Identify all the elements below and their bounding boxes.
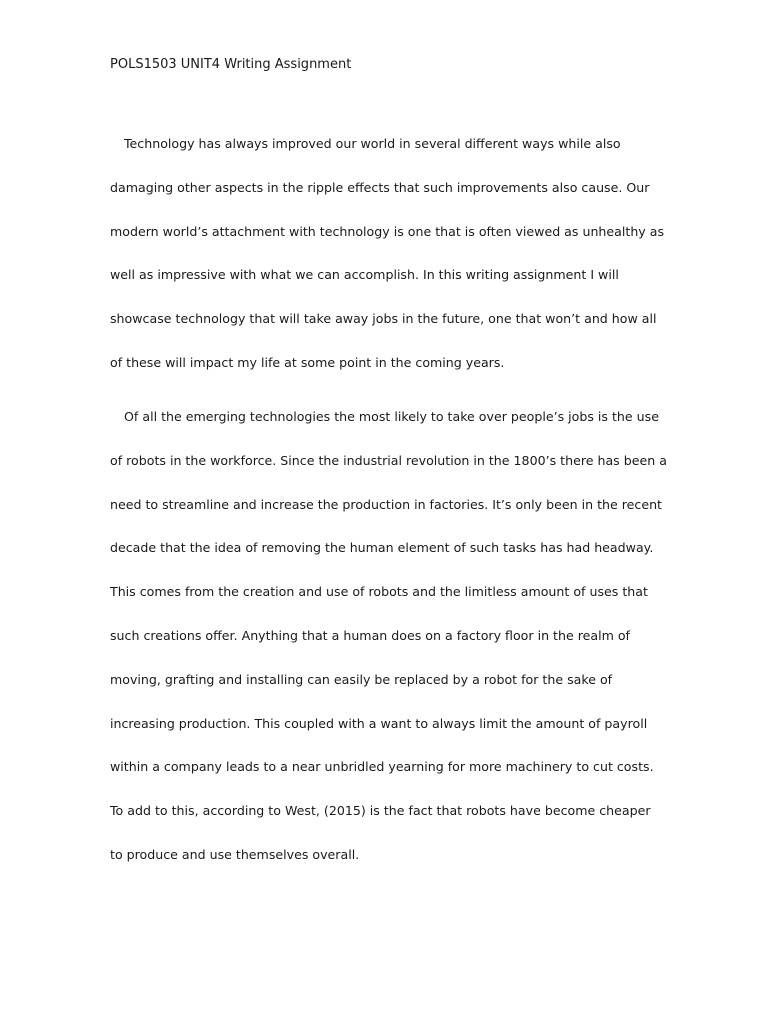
paragraph-line: increasing production. This coupled with a want to always limit the amount of payroll	[110, 715, 648, 731]
paragraph-line: within a company leads to a near unbridled yearning for more machinery to cut costs.	[110, 759, 654, 775]
paragraph-line: to produce and use themselves overall.	[110, 846, 360, 862]
paragraph-line: damaging other aspects in the ripple effects that such improvements also cause. Our	[110, 179, 650, 195]
paragraph-line: need to streamline and increase the production in factories. It’s only been in the recent	[110, 496, 662, 512]
paragraph-line: such creations offer. Anything that a human does on a factory floor in the realm of	[110, 627, 630, 643]
paragraph-line: of robots in the workforce. Since the industrial revolution in the 1800’s there has been a	[110, 452, 667, 468]
document-header: POLS1503 UNIT4 Writing Assignment	[110, 57, 352, 72]
paragraph-line: This comes from the creation and use of robots and the limitless amount of uses that	[110, 584, 648, 600]
paragraph-line: decade that the idea of removing the human element of such tasks has had headway.	[110, 540, 654, 556]
paragraph-line: Of all the emerging technologies the most likely to take over people’s jobs is the use	[124, 409, 659, 424]
paragraph-line: well as impressive with what we can accomplish. In this writing assignment I will	[110, 267, 619, 283]
paragraph-2	[110, 408, 670, 890]
paragraph-1	[110, 135, 670, 398]
paragraph-line: To add to this, according to West, (2015) is the fact that robots have become cheaper	[110, 803, 651, 819]
paragraph-line: moving, grafting and installing can easily be replaced by a robot for the sake of	[110, 671, 613, 687]
paragraph-line: of these will impact my life at some point in the coming years.	[110, 354, 505, 370]
paragraph-line: modern world’s attachment with technology is one that is often viewed as unhealthy as	[110, 223, 665, 239]
paragraph-line: Technology has always improved our world in several different ways while also	[124, 136, 621, 151]
paragraph-line: showcase technology that will take away jobs in the future, one that won’t and how all	[110, 311, 657, 327]
